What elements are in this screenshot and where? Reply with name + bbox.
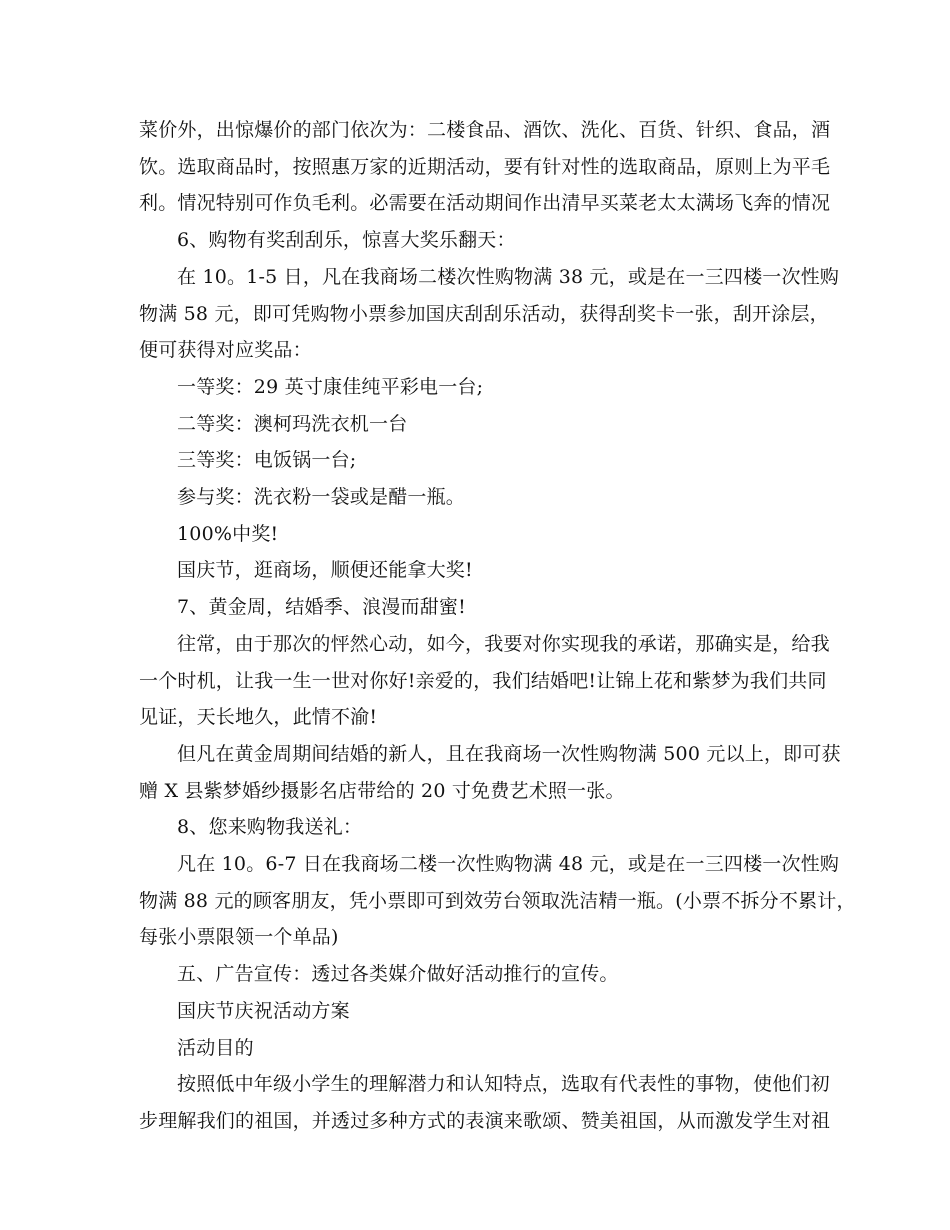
text-line: 往常，由于那次的怦然心动，如今，我要对你实现我的承诺，那确实是，给我 [177,632,830,655]
prize-item: 参与奖：洗衣粉一袋或是醋一瓶。 [177,486,466,509]
text-line: 国庆节，逛商场，顺便还能拿大奖! [177,559,473,582]
text-line: 见证，天长地久，此情不渝! [139,706,378,729]
text-line: 利。情况特别可作负毛利。必需要在活动期间作出清早买菜老太太满场飞奔的情况 [139,192,831,215]
text-line: 便可获得对应奖品： [139,339,312,362]
text-line: 一个时机，让我一生一世对你好!亲爱的，我们结婚吧!让锦上花和紫梦为我们共同 [139,669,827,692]
section-heading-5: 五、广告宣传：透过各类媒介做好活动推行的宣传。 [177,963,619,986]
text-line: 100%中奖! [177,522,279,545]
text-line: 凡在 10。6-7 日在我商场二楼一次性购物满 48 元，或是在一三四楼一次性购 [177,853,840,876]
prize-item: 三等奖：电饭锅一台; [177,449,357,472]
text-line: 物满 58 元，即可凭购物小票参加国庆刮刮乐活动，获得刮奖卡一张，刮开涂层， [139,302,829,325]
text-line: 按照低中年级小学生的理解潜力和认知特点，选取有代表性的事物，使他们初 [177,1073,830,1096]
text-line: 在 10。1-5 日，凡在我商场二楼次性购物满 38 元，或是在一三四楼一次性购 [177,265,840,288]
document-subtitle: 国庆节庆祝活动方案 [177,999,350,1022]
text-line: 但凡在黄金周期间结婚的新人，且在我商场一次性购物满 500 元以上，即可获 [177,742,841,765]
prize-item: 一等奖：29 英寸康佳纯平彩电一台; [177,375,484,398]
subsection-heading: 活动目的 [177,1036,254,1059]
section-heading-8: 8、您来购物我送礼： [177,816,363,839]
section-heading-7: 7、黄金周，结婚季、浪漫而甜蜜! [177,596,466,619]
text-line: 物满 88 元的顾客朋友，凭小票即可到效劳台领取洗洁精一瓶。(小票不拆分不累计， [139,889,856,912]
text-line: 饮。选取商品时，按照惠万家的近期活动，要有针对性的选取商品，原则上为平毛 [139,155,831,178]
section-heading-6: 6、购物有奖刮刮乐，惊喜大奖乐翻天： [177,229,516,252]
text-line: 赠 X 县紫梦婚纱摄影名店带给的 20 寸免费艺术照一张。 [139,779,625,802]
text-line: 菜价外，出惊爆价的部门依次为：二楼食品、酒饮、洗化、百货、针织、食品，酒 [139,119,831,141]
document-body [139,112,856,1140]
text-line: 步理解我们的祖国，并透过多种方式的表演来歌颂、赞美祖国，从而激发学生对祖 [139,1109,831,1132]
text-line: 每张小票限领一个单品) [139,926,339,949]
prize-item: 二等奖：澳柯玛洗衣机一台 [177,412,408,435]
